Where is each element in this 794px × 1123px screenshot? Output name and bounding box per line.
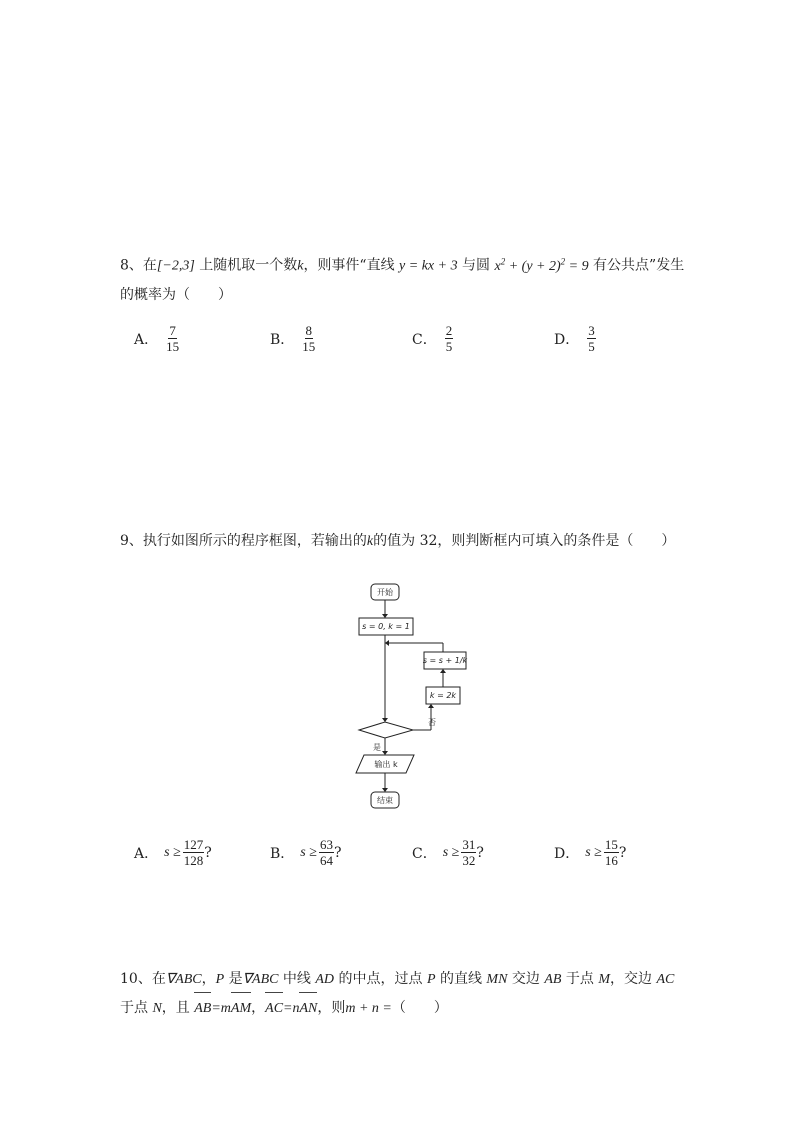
- condition-prefix: s ≥: [442, 844, 460, 860]
- point-n: N: [152, 1001, 162, 1016]
- circle-x: x: [494, 258, 501, 274]
- numerator: 15: [604, 837, 618, 852]
- question-8: [120, 247, 684, 310]
- q9-text: 9、执行如图所示的程序框图，若输出的: [120, 533, 367, 549]
- update-s-label: s = s + 1/k: [422, 656, 468, 665]
- output-label: 输出 k: [374, 760, 398, 769]
- option-label: D．: [554, 845, 580, 862]
- circle-y-term: + (y + 2): [505, 258, 561, 274]
- q10-text: 的直线: [435, 971, 487, 987]
- init-label: s = 0, k = 1: [362, 622, 410, 631]
- numerator: 127: [183, 837, 204, 852]
- q10-text: ，: [251, 1000, 266, 1016]
- question-10: [120, 965, 674, 1023]
- option-label: B．: [270, 331, 295, 348]
- numerator: 8: [305, 323, 313, 338]
- exponent: 2: [500, 256, 506, 266]
- m-plus-n: m + n =: [345, 1001, 392, 1016]
- denominator: 5: [588, 339, 595, 354]
- circle-radius: = 9: [565, 258, 589, 274]
- denominator: 5: [445, 339, 453, 354]
- question-10-line-2: [120, 994, 674, 1023]
- question-8-line-1: [120, 247, 684, 281]
- denominator: 64: [319, 853, 333, 868]
- q10-text: 交边: [507, 971, 545, 987]
- line-equation: y = kx + 3: [399, 258, 458, 274]
- question-mark: ?: [204, 844, 212, 861]
- question-9: [120, 527, 675, 556]
- numerator: 2: [445, 323, 453, 338]
- numerator: 63: [319, 837, 333, 852]
- segment-ad: AD: [315, 972, 335, 987]
- side-ab: AB: [544, 972, 562, 987]
- q10-text: （ ）: [391, 1000, 448, 1016]
- q8-text: 与圆: [457, 257, 495, 274]
- option-label: D．: [554, 331, 580, 348]
- q9-option-c[interactable]: [412, 837, 484, 868]
- question-10-line-1: [120, 965, 674, 994]
- question-9-line-1: [120, 527, 675, 556]
- fraction: [302, 323, 315, 354]
- condition-prefix: s ≥: [164, 844, 181, 860]
- question-8-line-2: 的概率为（ ）: [120, 286, 232, 303]
- q8-option-c[interactable]: [412, 323, 453, 354]
- vector-ac: AC: [265, 994, 283, 1023]
- vector-an: AN: [299, 994, 317, 1023]
- q8-text: 8、在: [120, 257, 157, 274]
- condition-prefix: s ≥: [300, 844, 317, 860]
- vector-am: AM: [231, 994, 251, 1023]
- denominator: 128: [183, 853, 204, 868]
- flowchart: [350, 578, 480, 810]
- var-k: k: [366, 534, 374, 549]
- point-m: M: [598, 972, 611, 987]
- q10-text: ，: [201, 971, 216, 987]
- circle-equation: [494, 256, 589, 274]
- triangle-abc: ∇ABC: [242, 972, 279, 987]
- q10-text: ，则: [317, 1000, 346, 1016]
- end-label: 结束: [377, 796, 393, 805]
- q8-text: 上随机取一个数: [194, 257, 298, 274]
- option-label: A．: [134, 845, 159, 862]
- decision-diamond: [359, 722, 413, 738]
- point-p: P: [426, 972, 436, 987]
- vector-ab: AB: [194, 994, 211, 1023]
- question-mark: ?: [333, 844, 342, 861]
- fraction: [604, 837, 619, 868]
- q8-option-d[interactable]: [554, 323, 596, 354]
- denominator: 16: [604, 853, 618, 868]
- fraction: [166, 323, 179, 354]
- option-label: C．: [412, 331, 437, 348]
- equals-m: =m: [211, 1001, 231, 1016]
- q8-option-b[interactable]: [270, 323, 315, 354]
- var-k: k: [297, 258, 304, 274]
- no-label: 否: [428, 718, 436, 727]
- q8-option-a[interactable]: [134, 323, 179, 354]
- q10-text: 于点: [120, 1000, 153, 1016]
- triangle-abc: ∇ABC: [165, 972, 202, 987]
- q10-text: 于点: [561, 971, 599, 987]
- numerator: 31: [462, 837, 476, 852]
- denominator: 32: [462, 853, 476, 868]
- q9-option-b[interactable]: [270, 837, 341, 868]
- line-mn: MN: [486, 972, 508, 987]
- yes-label: 是: [373, 743, 381, 752]
- fraction: [445, 323, 454, 354]
- fraction: [461, 837, 476, 868]
- q10-text: ，交边: [610, 971, 657, 987]
- q9-option-d[interactable]: [554, 837, 626, 868]
- question-mark: ?: [476, 844, 484, 861]
- q10-text: 中线: [278, 971, 316, 987]
- numerator: 7: [169, 323, 176, 338]
- start-label: 开始: [377, 588, 393, 597]
- denominator: 15: [302, 339, 316, 354]
- q9-text: 的值为 32，则判断框内可填入的条件是（ ）: [373, 533, 676, 549]
- option-label: B．: [270, 845, 295, 862]
- fraction: [587, 323, 596, 354]
- point-p: P: [215, 972, 225, 987]
- q10-text: 是: [224, 971, 243, 987]
- condition-prefix: s ≥: [585, 844, 602, 860]
- q10-text: 10、在: [120, 971, 166, 987]
- denominator: 15: [166, 339, 180, 354]
- numerator: 3: [588, 323, 595, 338]
- fraction: [183, 837, 205, 868]
- q8-text: ，则事件“直线: [303, 257, 400, 274]
- side-ac: AC: [656, 972, 675, 987]
- option-label: A．: [134, 331, 159, 348]
- fraction: [319, 837, 334, 868]
- option-label: C．: [412, 845, 437, 862]
- q10-text: 的中点，过点: [334, 971, 427, 987]
- question-mark: ?: [618, 844, 627, 861]
- exponent: 2: [560, 256, 566, 266]
- interval: [−2,3]: [156, 258, 195, 274]
- q9-option-a[interactable]: [134, 837, 212, 868]
- update-k-label: k = 2k: [429, 691, 457, 700]
- q10-text: ，且: [161, 1000, 195, 1016]
- equals-n: =n: [283, 1001, 300, 1016]
- q8-text: 有公共点”发生: [588, 257, 685, 274]
